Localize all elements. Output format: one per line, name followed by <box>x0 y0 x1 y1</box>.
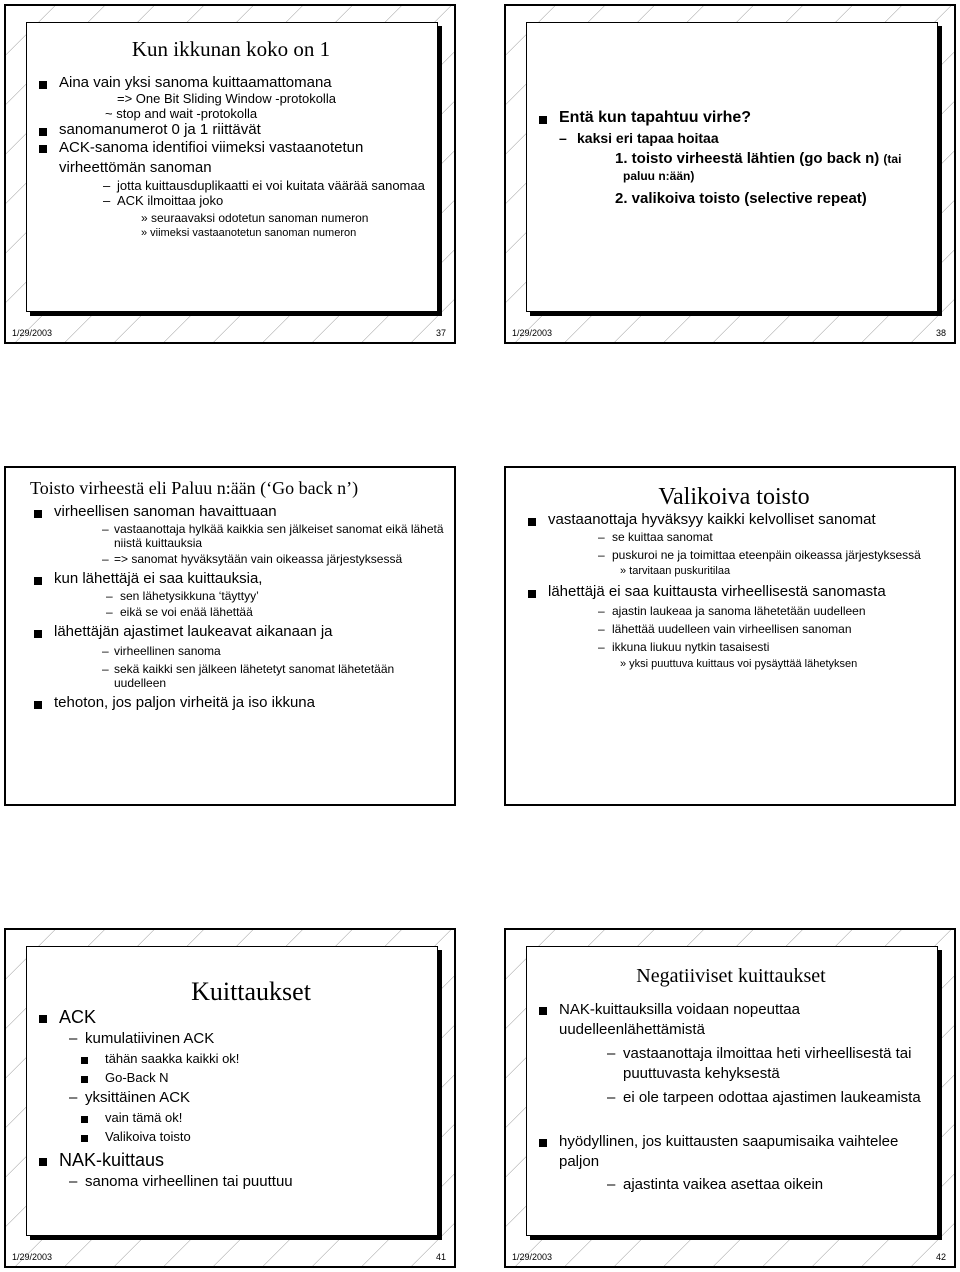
sub-item: – => sanomat hyväksytään vain oikeassa järjestyksessä <box>102 552 403 566</box>
slide-title: Negatiiviset kuittaukset <box>636 965 826 987</box>
slide-41 <box>4 928 456 1268</box>
sub-sub-item: » yksi puuttuva kuittaus voi pysäyttää lähetyksen <box>620 658 858 670</box>
slide-39 <box>4 466 456 806</box>
sub-item: – puskuroi ne ja toimittaa eteenpäin oikeassa järjestyksessä <box>598 548 921 562</box>
bullet: ACK <box>35 1007 427 1028</box>
sub-item: – eikä se voi enää lähettää <box>106 605 253 619</box>
sub-sub-item: vain tämä ok! <box>35 1110 427 1125</box>
slide-42-content <box>526 946 938 1236</box>
footer-date: 1/29/2003 <box>512 1252 553 1262</box>
sub-item: – ei ole tarpeen odottaa ajastimen laukeamista <box>607 1089 921 1106</box>
sub-item: – yksittäinen ACK <box>69 1089 191 1106</box>
slide-number: 41 <box>435 1252 446 1262</box>
slide-38-content <box>526 22 938 312</box>
footer-date: 1/29/2003 <box>12 1252 53 1262</box>
bullet: tehoton, jos paljon virheitä ja iso ikkuna <box>30 694 444 711</box>
bullet: vastaanottaja hyväksyy kaikki kelvolliset sanomat <box>524 511 944 528</box>
numbered-item: 2. valikoiva toisto (selective repeat) <box>615 190 867 207</box>
footer-date: 1/29/2003 <box>12 328 53 338</box>
slide-title: Kun ikkunan koko on 1 <box>131 37 331 61</box>
bullet: lähettäjä ei saa kuittausta virheellisestä sanomasta <box>524 583 944 600</box>
slide-number: 38 <box>935 328 946 338</box>
sub-item: – virheellinen sanoma <box>102 644 221 658</box>
sub-item: – ikkuna liukuu nytkin tasaisesti <box>598 640 770 654</box>
slide-37-content <box>26 22 438 312</box>
slide-37 <box>4 4 456 344</box>
slide-title: Toisto virheestä eli Paluu n:ään (‘Go back n’) <box>30 478 359 498</box>
sub-item: – jotta kuittausduplikaatti ei voi kuitata väärää sanomaa <box>103 178 425 193</box>
sub-item: – sen lähetysikkuna ‘täyttyy’ <box>106 589 259 603</box>
numbered-item: 1. toisto virheestä lähtien (go back n) (tai paluu n:ään) <box>615 150 902 183</box>
sub-sub-item: Valikoiva toisto <box>35 1129 427 1144</box>
bullet: hyödyllinen, jos kuittausten saapumisaika vaihtelee paljon <box>535 1132 927 1172</box>
slide-title: Kuittaukset <box>191 977 311 1006</box>
slide-title: Valikoiva toisto <box>658 484 810 510</box>
sub-item: – ACK ilmoittaa joko <box>103 193 224 208</box>
slide-number: 37 <box>435 328 446 338</box>
bullet: lähettäjän ajastimet laukeavat aikanaan ja <box>30 623 444 640</box>
bullet: virheellisen sanoman havaittuaan <box>30 503 444 520</box>
bullet: sanomanumerot 0 ja 1 riittävät <box>35 121 427 138</box>
slide-38 <box>504 4 956 344</box>
sub-item: – sanoma virheellinen tai puuttuu <box>69 1173 293 1190</box>
sub-sub-item: » seuraavaksi odotetun sanoman numeron <box>141 211 369 225</box>
slide-number: 42 <box>935 1252 946 1262</box>
footer-date: 1/29/2003 <box>512 328 553 338</box>
sub-item: => One Bit Sliding Window -protokolla <box>117 91 336 106</box>
sub-sub-item: » viimeksi vastaanotetun sanoman numeron <box>141 227 357 239</box>
slide-40 <box>504 466 956 806</box>
bullet: ACK-sanoma identifioi viimeksi vastaanotetun virheettömän sanoman <box>35 138 427 178</box>
bullet: Entä kun tapahtuu virhe? <box>535 109 927 127</box>
bullet: kun lähettäjä ei saa kuittauksia, <box>30 570 444 587</box>
sub-item: – ajastinta vaikea asettaa oikein <box>607 1176 824 1193</box>
slide-42 <box>504 928 956 1268</box>
sub-item: – kumulatiivinen ACK <box>69 1030 215 1047</box>
sub-item: – ajastin laukeaa ja sanoma lähetetään uudelleen <box>598 604 866 618</box>
sub-item: – se kuittaa sanomat <box>598 530 713 544</box>
sub-item: – kaksi eri tapaa hoitaa <box>559 130 719 146</box>
sub-sub-item: tähän saakka kaikki ok! <box>35 1051 427 1066</box>
sub-item: – vastaanottaja ilmoittaa heti virheellisestä tai puuttuvasta kehyksestä <box>607 1045 912 1082</box>
sub-item: – vastaanottaja hylkää kaikkia sen jälkeiset sanomat eikä lähetä niistä kuittauksia <box>102 522 444 550</box>
bullet: NAK-kuittauksilla voidaan nopeuttaa uudelleenlähettämistä <box>535 1000 927 1040</box>
bullet: NAK-kuittaus <box>35 1150 427 1171</box>
slide-41-content <box>26 946 438 1236</box>
sub-item: – sekä kaikki sen jälkeen lähetetyt sanomat lähetetään uudelleen <box>102 662 395 690</box>
bullet: Aina vain yksi sanoma kuittaamattomana <box>35 74 427 91</box>
sub-item: ~ stop and wait -protokolla <box>105 106 258 121</box>
sub-item: – lähettää uudelleen vain virheellisen sanoman <box>598 622 852 636</box>
sub-sub-item: Go-Back N <box>35 1070 427 1085</box>
sub-sub-item: » tarvitaan puskuritilaa <box>620 565 731 577</box>
